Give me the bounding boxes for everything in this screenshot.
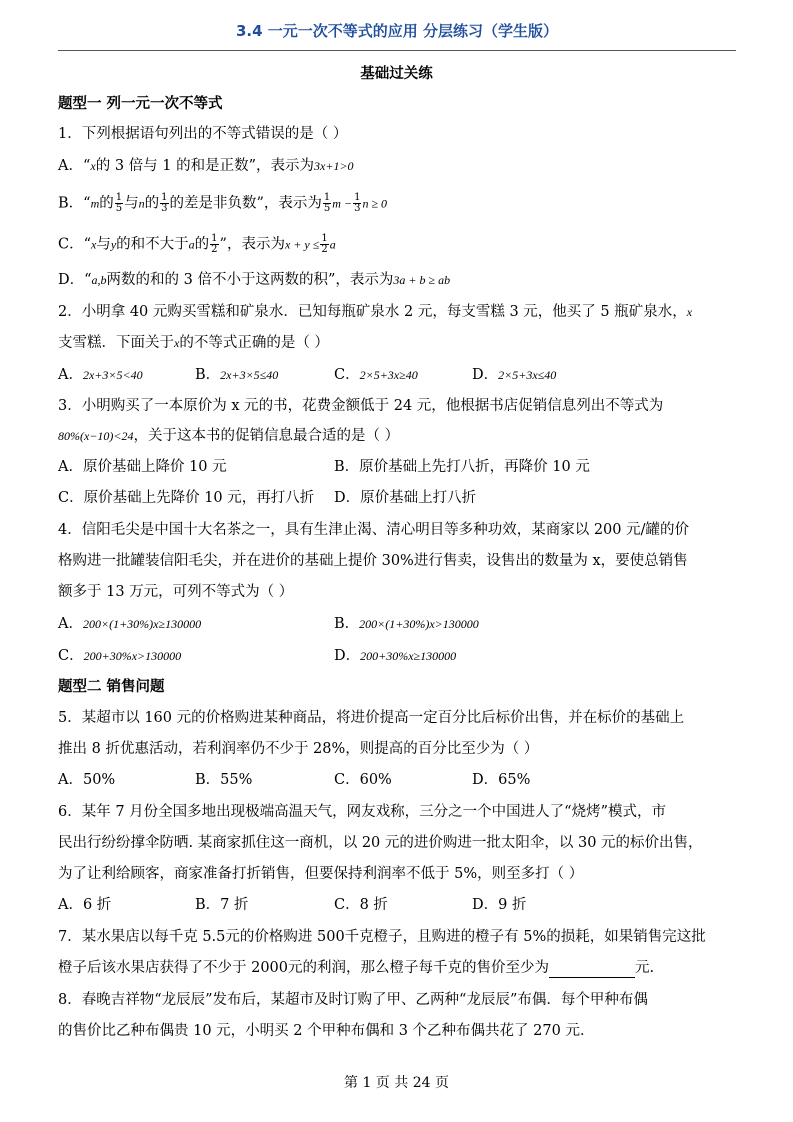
q1-option-c: C．“x与y的和不大于a的 $\frac{1}{2}$ ”，表示为x + y ≤ $\frac{1}{2}$ a <box>58 233 336 255</box>
q5-option-b: B．55% <box>195 772 253 788</box>
fraction: $\frac{1}{5}$ <box>323 192 331 214</box>
fraction: $\frac{1}{2}$ <box>211 233 218 255</box>
q4-option-a: A．200×(1+30%)x≥130000 <box>58 616 202 632</box>
q6-option-a: A．6 折 <box>58 897 112 913</box>
header-divider <box>58 50 736 51</box>
q7-line-1: 7．某水果店以每千克 5.5元的价格购进 500千克橙子，且购进的橙子有 5%的损耗，如果销售完这批 <box>58 929 706 945</box>
q7-line-2: 橙子后该水果店获得了不少于 2000元的利润，那么橙子每千克的售价至少为 元. <box>58 960 655 976</box>
q8-line-2: 的售价比乙种布偶贵 10 元，小明买 2 个甲种布偶和 3 个乙种布偶共花了 270 元． <box>58 1023 595 1039</box>
q1-option-b: B．“m的 $\frac{1}{5}$ 与n的 $\frac{1}{3}$ 的差是非负数”，表示为 $\frac{1}{5}$ m − $\frac{1}{3}$ n ≥ 0 <box>58 192 388 214</box>
q4-line-3: 额多于 13 万元，可列不等式为（ ） <box>58 584 294 600</box>
q4-option-d: D．200+30%x≥130000 <box>334 648 457 664</box>
q2-option-c: C．2×5+3x≥40 <box>334 367 418 383</box>
q6-line-3: 为了让利给顾客，商家准备打折销售，但要保持利润率不低于 5%，则至多打（ ） <box>58 866 584 882</box>
q8-line-1: 8．春晚吉祥物“龙辰辰”发布后，某超市及时订购了甲、乙两种“龙辰辰”布偶．每个甲种布偶 <box>58 992 648 1008</box>
q3-option-d: D．原价基础上打八折 <box>334 490 477 506</box>
q2-line-2: 支雪糕．下面关于x的不等式正确的是（ ） <box>58 335 329 351</box>
page-footer: 第 1 页 共 24 页 <box>344 1075 449 1091</box>
fraction: $\frac{1}{5}$ <box>115 192 123 214</box>
q3-option-a: A．原价基础上降价 10 元 <box>58 459 227 475</box>
q6-line-2: 民出行纷纷撑伞防晒. 某商家抓住这一商机，以 20 元的进价购进一批太阳伞，以 30 元的标价出售， <box>58 835 703 851</box>
q3-line-1: 3．小明购买了一本原价为 x 元的书，花费金额低于 24 元，他根据书店促销信息列出不等式为 <box>58 398 664 414</box>
q3-option-b: B．原价基础上先打八折，再降价 10 元 <box>334 459 590 475</box>
q6-option-c: C．8 折 <box>334 897 388 913</box>
q5-option-d: D．65% <box>472 772 531 788</box>
answer-blank[interactable] <box>549 963 635 978</box>
section-title: 基础过关练 <box>360 66 433 82</box>
q5-option-c: C．60% <box>334 772 392 788</box>
q6-option-d: D．9 折 <box>472 897 527 913</box>
q6-option-b: B．7 折 <box>195 897 249 913</box>
q2-option-d: D．2×5+3x≤40 <box>472 367 557 383</box>
fraction: $\frac{1}{2}$ <box>321 233 328 255</box>
q4-option-b: B．200×(1+30%)x>130000 <box>334 616 479 632</box>
type2-heading: 题型二 销售问题 <box>58 679 165 695</box>
fraction: $\frac{1}{3}$ <box>161 192 168 214</box>
q3-option-c: C．原价基础上先降价 10 元，再打八折 <box>58 490 315 506</box>
q4-line-2: 格购进一批罐装信阳毛尖，并在进价的基础上提价 30%进行售卖，设售出的数量为 x，要使总销售 <box>58 553 688 569</box>
q5-line-2: 推出 8 折优惠活动，若利润率仍不少于 28%，则提高的百分比至少为（ ） <box>58 741 539 757</box>
q4-option-c: C．200+30%x>130000 <box>58 648 182 664</box>
q1-stem: 1．下列根据语句列出的不等式错误的是（ ） <box>58 126 348 142</box>
q2-line-1: 2．小明拿 40 元购买雪糕和矿泉水．已知每瓶矿泉水 2 元，每支雪糕 3 元，他买了 5 瓶矿泉水，x <box>58 304 693 320</box>
q1-option-a: A．“x的 3 倍与 1 的和是正数”，表示为3x+1>0 <box>58 158 354 174</box>
q1-option-d: D．“a,b两数的和的 3 倍不小于这两数的积”，表示为3a + b ≥ ab <box>58 272 451 288</box>
q4-line-1: 4．信阳毛尖是中国十大名茶之一，具有生津止渴、清心明目等多种功效，某商家以 200 元/罐的价 <box>58 522 690 538</box>
fraction: $\frac{1}{3}$ <box>354 192 361 214</box>
q3-line-2: 80%(x−10)<24，关于这本书的促销信息最合适的是（ ） <box>58 428 400 444</box>
type1-heading: 题型一 列一元一次不等式 <box>58 96 223 112</box>
q2-option-a: A．2x+3×5<40 <box>58 367 143 383</box>
document-header-title: 3.4 一元一次不等式的应用 分层练习（学生版） <box>235 22 559 40</box>
q2-option-b: B．2x+3×5≤40 <box>195 367 279 383</box>
q6-line-1: 6．某年 7 月份全国多地出现极端高温天气，网友戏称，三分之一个中国进人了“烧烤”模式，市 <box>58 804 666 820</box>
q5-line-1: 5．某超市以 160 元的价格购进某种商品，将进价提高一定百分比后标价出售，并在标价的基础上 <box>58 710 685 726</box>
q5-option-a: A．50% <box>58 772 116 788</box>
